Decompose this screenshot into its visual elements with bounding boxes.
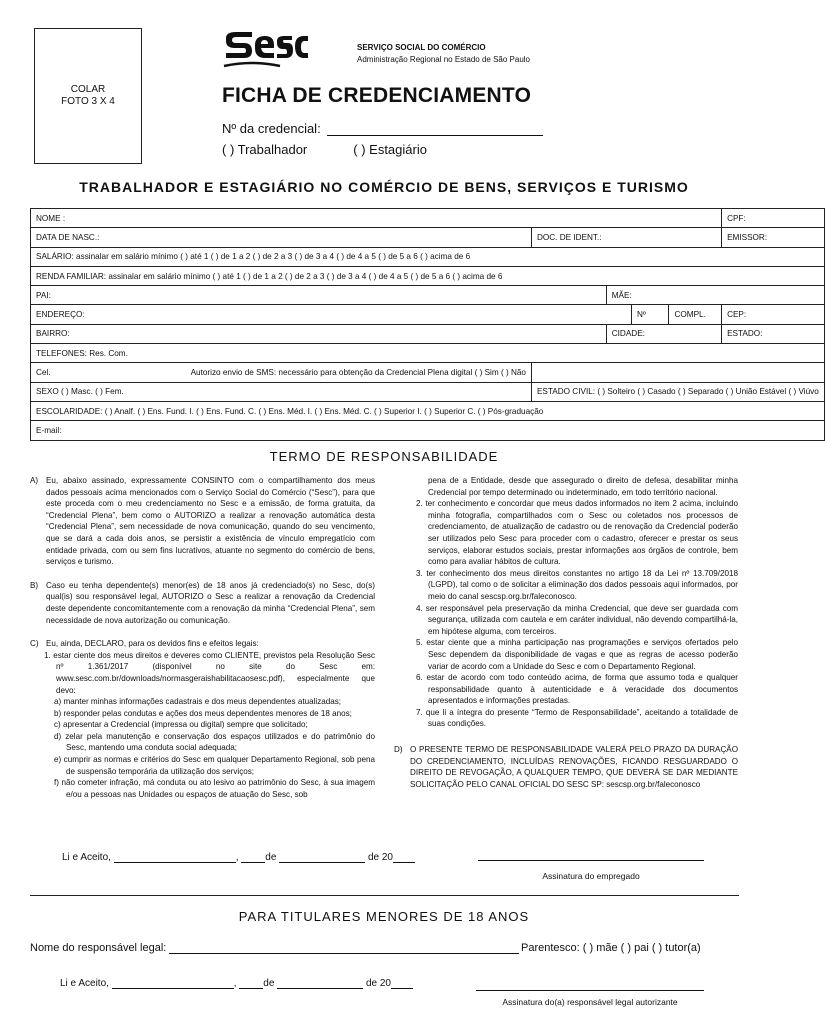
field-numero[interactable]: Nº (631, 305, 669, 324)
accept-de-1: de (265, 852, 277, 863)
accept-line-employee: Li e Aceito, , de de 20 (62, 852, 415, 863)
clause-c-1f-cont: pena de a Entidade, desde que assegurado o direito de defesa, desabilitar minha Credencial por tempo determinado ou indeterminado, em todo território nacional. (428, 476, 738, 497)
employee-signature-label: Assinatura do empregado (542, 871, 640, 881)
clause-c: Eu, ainda, DECLARO, para os devidos fins e efeitos legais: (46, 639, 259, 649)
field-salario[interactable]: SALÁRIO: assinalar em salário mínimo ( ) até 1 ( ) de 1 a 2 ( ) de 2 a 3 ( ) de 3 a 4 ( ) de 4 a 5 ( ) de 5 a 6 ( ) acima de 6 (31, 247, 825, 266)
accept-month-input[interactable] (279, 852, 365, 863)
role-trabalhador[interactable]: ( ) Trabalhador (222, 142, 308, 157)
guardian-name-input[interactable] (169, 943, 519, 954)
credential-row (222, 121, 543, 136)
clause-a-label: A) (30, 476, 39, 485)
role-estagiario[interactable]: ( ) Estagiário (353, 142, 427, 157)
field-endereco[interactable]: ENDEREÇO: (31, 305, 632, 324)
clause-c-1a: a) manter minhas informações cadastrais e dos meus dependentes atualizadas; (54, 697, 342, 707)
sesc-logo (222, 30, 308, 76)
field-data-nasc[interactable]: DATA DE NASC.: (31, 228, 532, 247)
field-bairro[interactable]: BAIRRO: (31, 324, 607, 343)
field-compl[interactable]: COMPL. (669, 305, 722, 324)
clause-c-1c: c) apresentar a Credencial (impressa ou digital) sempre que solicitado; (54, 720, 308, 730)
sms-consent[interactable]: Autorizo envio de SMS: necessário para obtenção da Credencial Plena digital ( ) Sim ( ) Não (190, 368, 526, 378)
clause-d: O PRESENTE TERMO DE RESPONSABILIDADE VALERÁ PELO PRAZO DA DURAÇÃO DO CREDENCIAMENTO, INCLUÍDAS RENOVAÇÕES, FICANDO RESGUARDADO O DIREITO DE REVOGAÇÃO, A QUALQUER TEMPO, QUE DEVERÁ SE DAR MEDIANTE SOLICITAÇÃO PELO CANAL OFICIAL DO SESC SP: sescsp.org.br/faleconosco (410, 745, 738, 789)
clause-c-5: 5. estar ciente que a minha participação nas programações e serviços ofertados pelo Sesc dependem da disponibilidade de vagas e que as regras de acesso poderão variar de acordo com a Unidade do Sesc e com o Departamento Regional. (416, 638, 738, 671)
page-title: FICHA DE CREDENCIAMENTO (222, 84, 532, 107)
field-cpf[interactable]: CPF: (722, 209, 825, 228)
clause-c-1b: b) responder pelas condutas e ações dos meus dependentes menores de 18 anos; (54, 708, 352, 718)
clause-a: Eu, abaixo assinado, expressamente CONSINTO com o compartilhamento dos meus dados pessoais acima mencionados com o Serviço Social do Comércio (“Sesc”), para que este proceda com o meu credenciamento no Sesc e a emissão, de forma gratuita, da “Credencial Plena”, bem como o AUTORIZO a realizar a renovação automática desta “Credencial Plena”, sem necessidade de nova comunicação, quando do seu vencimento, que se dará a cada dois anos, se persistir a existência de vínculo empregatício com entidade privada, com ou sem fins lucrativos, atuante no segmento do comércio de bens, serviços e turismo. (46, 476, 375, 567)
guardian-de-2: de 20 (365, 978, 391, 989)
registration-form (30, 208, 825, 441)
field-escolaridade[interactable]: ESCOLARIDADE: ( ) Analf. ( ) Ens. Fund. I. ( ) Ens. Fund. C. ( ) Ens. Méd. I. ( ) Ens. Méd. C. ( ) Superior I. ( ) Superior C. ( ) Pós-graduação (31, 401, 825, 420)
field-cidade[interactable]: CIDADE: (606, 324, 721, 343)
clause-b: Caso eu tenha dependente(s) menor(es) de 18 anos já credenciado(s) no Sesc, do(s) qual(is) sou responsável legal, AUTORIZO o Sesc a realizar a renovação da Credencial deste dependente concomitantemente com a renovação da minha “Credencial Plena”, sem necessidade de nova autorização ou comunicação. (46, 580, 375, 625)
org-name: SERVIÇO SOCIAL DO COMÉRCIO (357, 43, 486, 52)
field-cel[interactable] (31, 363, 532, 382)
minors-title: PARA TITULARES MENORES DE 18 ANOS (238, 909, 530, 924)
credential-input[interactable] (327, 123, 543, 136)
clause-c-7: 7. que li a íntegra do presente “Termo de Responsabilidade”, aceitando a totalidade de suas condições. (416, 707, 738, 729)
guardian-month-input[interactable] (277, 978, 363, 989)
field-mae[interactable]: MÃE: (606, 286, 824, 305)
termo-left-column (30, 475, 375, 800)
field-estado[interactable]: ESTADO: (722, 324, 825, 343)
termo-right-column (394, 475, 738, 790)
guardian-name-label: Nome do responsável legal: (30, 942, 167, 954)
accept-day-input[interactable] (241, 852, 265, 863)
photo-label-line2: FOTO 3 X 4 (61, 96, 115, 107)
clause-c-4: 4. ser responsável pela preservação da minha Credencial, que deve ser guardada com segurança, utilizada com cautela e em caráter individual, não devendo compartilhá-la, em hipótese alguma, com terceiros. (416, 603, 738, 636)
guardian-relationship[interactable]: Parentesco: ( ) mãe ( ) pai ( ) tutor(a) (521, 942, 701, 954)
accept-label: Li e Aceito, (62, 852, 111, 863)
field-pai[interactable]: PAI: (31, 286, 607, 305)
photo-box (34, 28, 142, 164)
guardian-de-1: de (263, 978, 275, 989)
guardian-day-input[interactable] (239, 978, 263, 989)
clause-d-label: D) (394, 745, 403, 755)
role-options (222, 142, 473, 157)
field-cep[interactable]: CEP: (722, 305, 825, 324)
section-divider (30, 895, 739, 896)
guardian-place-input[interactable] (112, 978, 234, 989)
clause-c-6: 6. estar de acordo com todo conteúdo acima, de forma que assumo toda e qualquer responsabilidade quanto à autenticidade e à veracidade dos documentos apresentados e informações prestadas. (416, 673, 738, 706)
guardian-year-input[interactable] (391, 978, 413, 989)
guardian-signature-label: Assinatura do(a) responsável legal autorizante (502, 997, 678, 1007)
guardian-accept-label: Li e Aceito, (60, 978, 109, 989)
field-renda-familiar[interactable]: RENDA FAMILIAR: assinalar em salário mínimo ( ) até 1 ( ) de 1 a 2 ( ) de 2 a 3 ( ) de 3 a 4 ( ) de 4 a 5 ( ) de 5 a 6 ( ) acima de 6 (31, 266, 825, 285)
termo-title: TERMO DE RESPONSABILIDADE (269, 449, 499, 464)
cel-label: Cel. (36, 368, 51, 378)
field-sexo[interactable]: SEXO ( ) Masc. ( ) Fem. (31, 382, 532, 401)
guardian-signature-line[interactable] (476, 990, 704, 991)
clause-c-2: 2. ter conhecimento e concordar que meus dados informados no item 2 acima, incluindo minha fotografia, compartilhados com o Sesc ou coletados nos processos de credenciamento, de atualização de cadastro ou de renovação da Credencial poderão ser utilizados pelo Sesc para proceder com o cadastro, oferecer e prestar os seus serviços, elaborar estudos sociais, prestar informações aos órgãos de controle, bem como para avaliar hábitos de cultura. (416, 499, 738, 567)
clause-c-1d: d) zelar pela manutenção e conservação dos espaços utilizados e do patrimônio do Sesc, mantendo uma conduta social adequada; (54, 731, 375, 753)
field-doc-ident[interactable]: DOC. DE IDENT.: (531, 228, 721, 247)
accept-place-input[interactable] (114, 852, 236, 863)
form-subtitle: TRABALHADOR E ESTAGIÁRIO NO COMÉRCIO DE BENS, SERVIÇOS E TURISMO (79, 179, 689, 195)
accept-de-2: de 20 (367, 852, 393, 863)
field-email[interactable]: E-mail: (31, 421, 825, 440)
credential-label: Nº da credencial: (222, 121, 321, 136)
field-emissor[interactable]: EMISSOR: (722, 228, 825, 247)
guardian-name-row (30, 942, 519, 954)
photo-label-line1: COLAR (70, 84, 106, 95)
clause-c-1f: f) não cometer infração, má conduta ou ato lesivo ao patrimônio do Sesc, à sua imagem e/ou a pessoas nas Unidades ou espaços de atuação do Sesc, sob (54, 778, 375, 799)
accept-line-guardian: Li e Aceito, , de de 20 (60, 978, 413, 989)
clause-c-1: 1. estar ciente dos meus direitos e deveres como CLIENTE, previstos pela Resolução Sesc nº 1.361/2017 (disponível no site do Sesc em: www.sesc.com.br/downloads/normasgeraishabilitacaosesc.pdf), especialmente que devo: (44, 650, 375, 695)
clause-c-1e: e) cumprir as normas e critérios do Sesc em qualquer Departamento Regional, sob pena de suspensão temporária da utilização dos serviços; (54, 755, 375, 776)
field-estado-civil[interactable]: ESTADO CIVIL: ( ) Solteiro ( ) Casado ( ) Separado ( ) União Estável ( ) Viúvo (531, 382, 824, 401)
field-cel-spacer (531, 363, 824, 382)
clause-c-label: C) (30, 639, 39, 649)
org-region: Administração Regional no Estado de São Paulo (357, 55, 530, 64)
field-telefones[interactable]: TELEFONES: Res. Com. (31, 344, 825, 363)
employee-signature-line[interactable] (478, 860, 704, 861)
clause-c-3: 3. ter conhecimento dos meus direitos constantes no artigo 18 da Lei nº 13.709/2018 (LGPD), tal como o de solicitar a eliminação dos dados pessoais aqui informados, por meio do canal sescsp.org.br/faleconosco. (416, 568, 738, 601)
accept-year-input[interactable] (393, 852, 415, 863)
clause-b-label: B) (30, 580, 39, 590)
field-nome[interactable]: NOME : (31, 209, 722, 228)
org-header (357, 42, 530, 66)
